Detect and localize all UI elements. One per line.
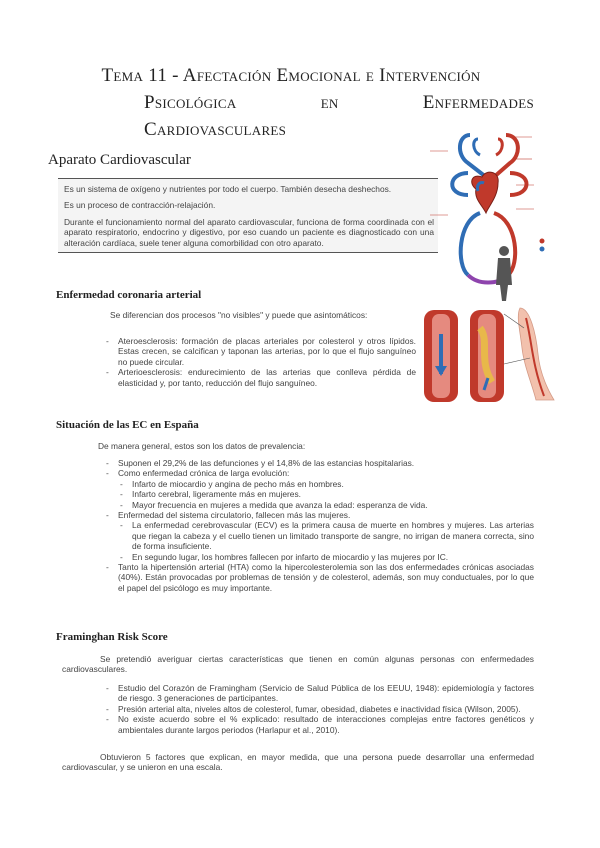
sub-list-item: - Infarto cerebral, ligeramente más en mujeres. <box>118 489 534 499</box>
definition-p1: Es un sistema de oxígeno y nutrientes por todo el cuerpo. También desecha deshechos. <box>64 184 392 194</box>
section-heading-cardiovascular: Aparato Cardiovascular <box>48 152 191 168</box>
section-heading-coronary: Enfermedad coronaria arterial <box>56 289 202 301</box>
title-line-1: Tema 11 - Afectación Emocional e Intervención <box>101 65 481 86</box>
spain-intro: De manera general, estos son los datos de prevalencia: <box>98 441 306 451</box>
list-item: - Ateroesclerosis: formación de placas arteriales por colesterol y otros lípidos. Estas crecen, se calcifican y taponan las arterias, por lo que el flujo sanguíneo no puede circular. <box>104 336 416 367</box>
definition-p2: Es un proceso de contracción-relajación. <box>64 200 216 211</box>
list-item <box>104 510 534 562</box>
sub-list-item: - Mayor frecuencia en mujeres a medida que avanza la edad: esperanza de vida. <box>118 500 534 510</box>
title-word-2: en <box>320 92 339 113</box>
coronary-list <box>104 336 416 388</box>
list-item: - No existe acuerdo sobre el % explicado: resultado de interacciones complejas entre factores genéticos y ambientales durante largos periodos (Harlapur et al., 2010). <box>104 714 534 735</box>
coronary-intro: Se diferencian dos procesos "no visibles" y puede que asintomáticos: <box>110 310 368 320</box>
list-item: - Suponen el 29,2% de las defunciones y el 14,8% de las estancias hospitalarias. <box>104 458 534 468</box>
title-line-3: Cardiovasculares <box>144 119 287 140</box>
framingham-closing: Obtuvieron 5 factores que explican, en mayor medida, que una persona puede desarrollar una enfermedad cardiovascular, y se unieron en una escala. <box>62 752 534 773</box>
definition-box <box>58 178 438 253</box>
definition-p3: Durante el funcionamiento normal del aparato cardiovascular, funciona de forma coordinada con el aparato respiratorio, endocrino y digestivo, por eso cuando un paciente es diagnosticado con una alteración cardíaca, suele tener alguna comorbilidad con otro aparato. <box>64 216 434 248</box>
section-heading-spain: Situación de las EC en España <box>56 419 199 431</box>
list-item-label: Como enfermedad crónica de larga evolución: <box>118 468 290 479</box>
section-heading-framingham: Framinghan Risk Score <box>56 631 168 643</box>
sub-list-item: - La enfermedad cerebrovascular (ECV) es la primera causa de muerte en hombres y mujeres. Las arterias que riegan la cabeza y el cuello tienen un limitado transporte de sangre, no irrigan de manera correcta, sino de forma insuficiente. <box>118 520 534 551</box>
list-item: - Estudio del Corazón de Framingham (Servicio de Salud Pública de los EEUU, 1948): epidemiología y factores de riesgo. 3 generaciones de participantes. <box>104 683 534 704</box>
title-line-2 <box>48 89 534 116</box>
sub-list-item: - En segundo lugar, los hombres fallecen por infarto de miocardio y las mujeres por IC. <box>118 552 534 562</box>
title-word-3: Enfermedades <box>422 92 534 113</box>
spain-list <box>104 458 534 593</box>
circulatory-system-illustration <box>428 125 556 303</box>
list-item-label: Enfermedad del sistema circulatorio, fallecen más las mujeres. <box>118 510 351 521</box>
title-word-1: Psicológica <box>144 92 237 113</box>
framingham-list <box>104 683 534 735</box>
list-item: - Presión arterial alta, niveles altos de colesterol, fumar, obesidad, diabetes e inactividad física (Wilson, 2005). <box>104 704 534 714</box>
sub-list-item: - Infarto de miocardio y angina de pecho más en hombres. <box>118 479 534 489</box>
list-item: - Arterioesclerosis: endurecimiento de las arterias que conlleva pérdida de elasticidad y, por tanto, reducción del flujo sanguíneo. <box>104 367 416 388</box>
artery-plaque-illustration <box>420 304 560 404</box>
list-item <box>104 468 534 510</box>
framingham-intro: Se pretendió averiguar ciertas características que tienen en común algunas personas con enfermedades cardiovasculares. <box>62 654 534 675</box>
list-item: - Tanto la hipertensión arterial (HTA) como la hipercolesterolemia son las dos enfermedades crónicas asociadas (40%). Están provocadas por problemas de tensión y de colesterol, además, son muy conductuales, por lo que el papel del psicólogo es muy importante. <box>104 562 534 593</box>
